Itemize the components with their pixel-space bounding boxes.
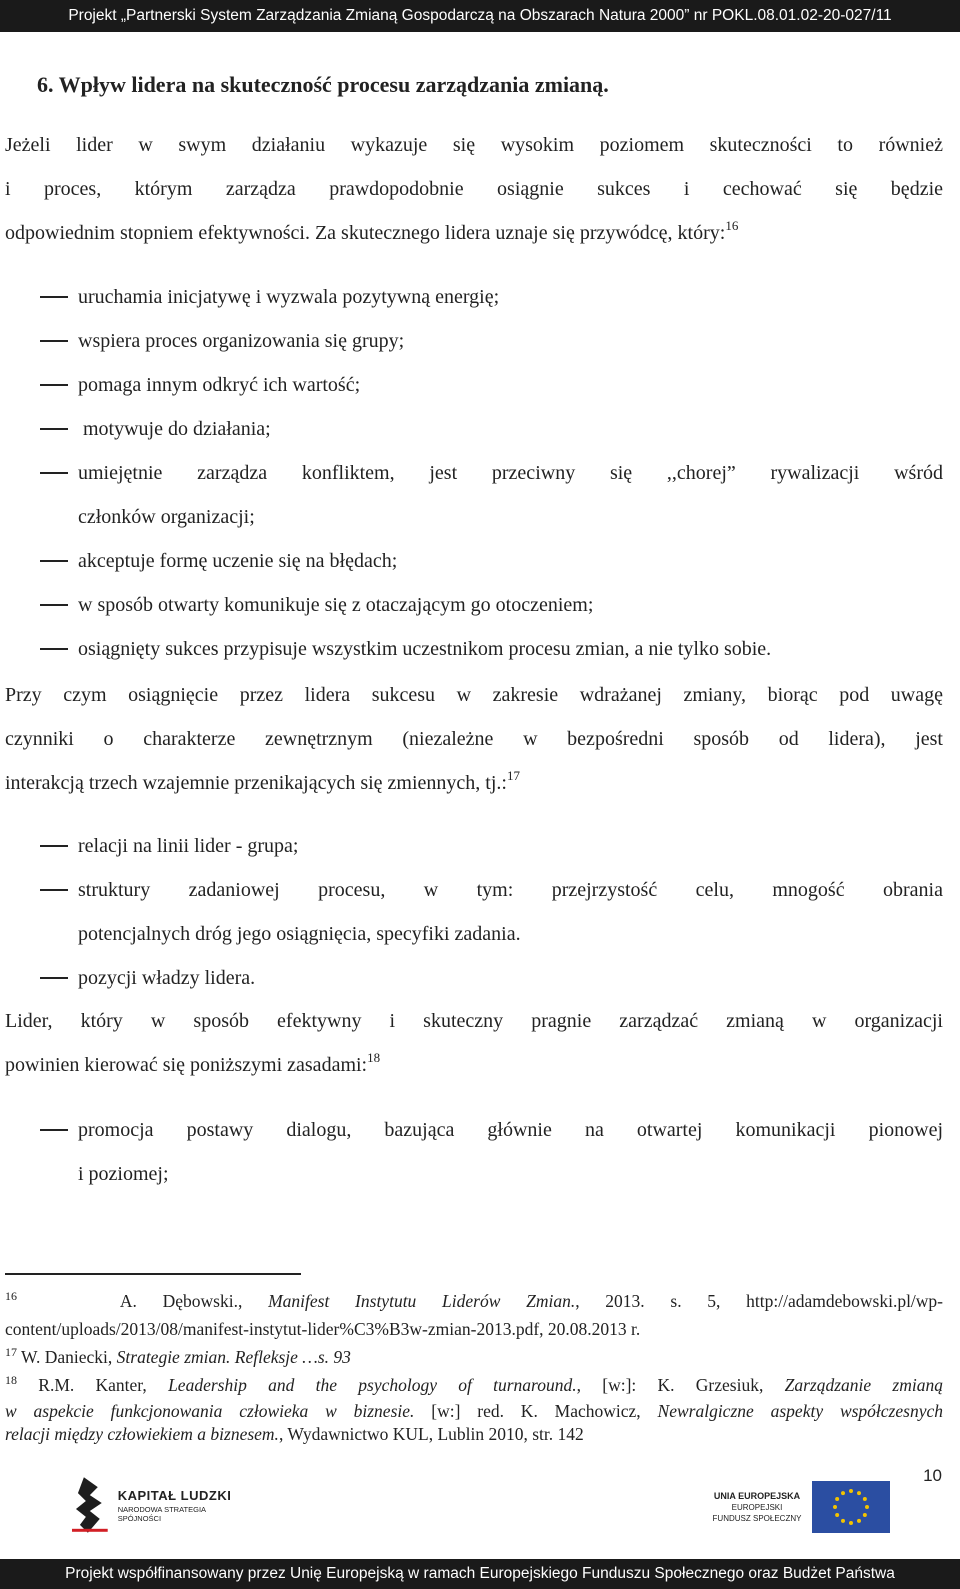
footnote-18-author: R.M. Kanter,: [17, 1375, 169, 1395]
footnote-18-cont2: [5, 1420, 943, 1448]
dash-icon: [40, 1129, 68, 1131]
dash-icon: [40, 428, 68, 430]
kapital-ludzki-logo: [70, 1470, 250, 1540]
header-text: Projekt „Partnerski System Zarządzania Zmianą Gospodarczą na Obszarach Natura 2000” nr POKL.08.01.02-20-027/11: [68, 7, 892, 24]
footnote-16-num: 16: [5, 1289, 17, 1303]
kapital-ludzki-emblem-icon: [70, 1475, 110, 1535]
para2-line3-text: interakcją trzech wzajemnie przenikających się zmiennych, tj.:: [5, 772, 507, 794]
list1-item-6-text: akceptuje formę uczenie się na błędach;: [78, 550, 398, 572]
list1-item-4-text: motywuje do działania;: [78, 418, 271, 440]
para3-line2: [5, 1043, 943, 1087]
paragraph-1: [5, 123, 943, 255]
para2-line2: czynniki o charakterze zewnętrznym (niezależne w bezpośredni sposób od lidera), jest: [5, 728, 943, 750]
list2-item-3-text: pozycji władzy lidera.: [78, 967, 256, 989]
kapital-ludzki-title: KAPITAŁ LUDZKI: [117, 1487, 232, 1503]
eu-subtitle-1: EUROPEJSKI: [731, 1503, 783, 1512]
footnote-17-num: 17: [5, 1345, 17, 1359]
page-footer: [0, 1559, 960, 1589]
list1-item-3-text: pomaga innym odkryć ich wartość;: [78, 374, 361, 396]
dash-icon: [40, 472, 68, 474]
eu-star: [841, 1519, 845, 1523]
section-heading: 6. Wpływ lidera na skuteczność procesu zarządzania zmianą.: [37, 72, 609, 97]
eu-star: [849, 1489, 853, 1493]
dash-icon: [40, 560, 68, 562]
footer-text: Projekt współfinansowany przez Unię Europejską w ramach Europejskiego Funduszu Społecznego oraz Budżet Państwa: [65, 1565, 895, 1582]
footnote-18-title: Leadership and the psychology of turnaround.: [168, 1375, 577, 1395]
footnote-16-author: A. Dębowski.,: [119, 1291, 269, 1311]
eu-star: [833, 1505, 837, 1509]
dash-icon: [40, 604, 68, 606]
list3-item-1: [40, 1108, 943, 1196]
footnote-18-in: , [w:]: K. Grzesiuk,: [576, 1375, 785, 1395]
para3-line1: Lider, który w sposób efektywny i skuteczny pragnie zarządzać zmianą w organizacji: [5, 1010, 943, 1032]
footnote-16-cont: content/uploads/2013/08/manifest-instytut-lider%C3%B3w-zmian-2013.pdf, 20.08.2013 r.: [5, 1319, 641, 1339]
footnote-18-volume-title: Newralgiczne aspekty współczesnych: [657, 1401, 943, 1421]
dash-icon: [40, 648, 68, 650]
para2-line1: Przy czym osiągnięcie przez lidera sukcesu w zakresie wdrażanej zmiany, biorąc pod uwagę: [5, 684, 943, 706]
footnote-18-publisher: , Wydawnictwo KUL, Lublin 2010, str. 142: [278, 1424, 584, 1444]
eu-star: [841, 1491, 845, 1495]
page-header: [0, 0, 960, 32]
list1-item-5-text: umiejętnie zarządza konfliktem, jest przeciwny się ,,chorej” rywalizacji wśród: [78, 462, 943, 484]
kapital-ludzki-subtitle: NARODOWA STRATEGIA SPÓJNOŚCI: [117, 1504, 206, 1523]
para1-line3: [5, 211, 943, 255]
dash-icon: [40, 296, 68, 298]
page-number: 10: [923, 1466, 942, 1485]
eu-star: [835, 1513, 839, 1517]
footnote-16-title: Manifest Instytutu Liderów Zmian.: [268, 1291, 576, 1311]
eu-star: [857, 1491, 861, 1495]
footnote-16-details: , 2013. s. 5, http://adamdebowski.pl/wp-: [575, 1291, 944, 1311]
footnote-separator: [5, 1273, 301, 1275]
para1-line3-text: odpowiednim stopniem efektywności. Za skutecznego lidera uznaje się przywódcę, który:: [5, 222, 726, 244]
eu-star: [857, 1519, 861, 1523]
eu-star: [865, 1505, 869, 1509]
eu-star: [863, 1497, 867, 1501]
footnote-18-book-title: Zarządzanie zmianą: [784, 1375, 943, 1395]
eu-star: [863, 1513, 867, 1517]
footnote-ref-16: 16: [725, 218, 739, 233]
eu-star: [835, 1497, 839, 1501]
eu-star: [849, 1521, 853, 1525]
dash-icon: [40, 977, 68, 979]
eu-subtitle-2: FUNDUSZ SPOŁECZNY: [712, 1514, 802, 1523]
dash-icon: [40, 340, 68, 342]
list1-item-5: [40, 451, 943, 539]
footnote-17-author: W. Daniecki,: [17, 1347, 117, 1367]
dash-icon: [40, 845, 68, 847]
list2-item-1-text: relacji na linii lider - grupa;: [78, 835, 299, 857]
footnote-18-num: 18: [5, 1373, 17, 1387]
footnote-18: [5, 1371, 943, 1399]
paragraph-3: [5, 999, 943, 1087]
eu-title: UNIA EUROPEJSKA: [713, 1491, 801, 1501]
para1-line1: Jeżeli lider w swym działaniu wykazuje się wysokim poziomem skuteczności to również: [5, 134, 943, 156]
footnote-16: [5, 1287, 943, 1315]
eu-logo: [712, 1474, 902, 1540]
para3-line2-text: powinien kierować się poniższymi zasadami:: [5, 1054, 368, 1076]
list2-item-2: [40, 868, 943, 956]
footnote-18-editor: [w:] red. K. Machowicz,: [414, 1401, 658, 1421]
list1-item-1-text: uruchamia inicjatywę i wyzwala pozytywną energię;: [78, 286, 500, 308]
list1-item-7-text: w sposób otwarty komunikuje się z otaczającym go otoczeniem;: [78, 594, 594, 616]
footnote-18-volume-title-cont: relacji między człowiekiem a biznesem.: [5, 1424, 279, 1444]
footnote-18-book-title-cont: w aspekcie funkcjonowania człowieka w biznesie.: [5, 1401, 415, 1421]
footnote-ref-18: 18: [367, 1050, 381, 1065]
list2-item-2-text-cont: potencjalnych dróg jego osiągnięcia, specyfiki zadania.: [78, 923, 521, 945]
footnote-17-title: Strategie zmian. Refleksje …s. 93: [116, 1347, 351, 1367]
list3-item-1-text: promocja postawy dialogu, bazująca głównie na otwartej komunikacji pionowej: [78, 1119, 943, 1141]
list1-item-5-text-cont: członków organizacji;: [78, 506, 255, 528]
list3-item-1-text-cont: i poziomej;: [78, 1163, 169, 1185]
dash-icon: [40, 384, 68, 386]
dash-icon: [40, 889, 68, 891]
para2-line3: [5, 761, 943, 805]
eu-flag-icon: [812, 1481, 890, 1533]
footnote-ref-17: 17: [506, 768, 520, 783]
list1-item-2-text: wspiera proces organizowania się grupy;: [78, 330, 405, 352]
footnote-17: [5, 1343, 943, 1371]
list1-item-8-text: osiągnięty sukces przypisuje wszystkim uczestnikom procesu zmian, a nie tylko sobie.: [78, 638, 772, 660]
list2-item-2-text: struktury zadaniowej procesu, w tym: przejrzystość celu, mnogość obrania: [78, 879, 943, 901]
paragraph-2: [5, 673, 943, 805]
para1-line2: i proces, którym zarządza prawdopodobnie osiągnie sukces i cechować się będzie: [5, 178, 943, 200]
